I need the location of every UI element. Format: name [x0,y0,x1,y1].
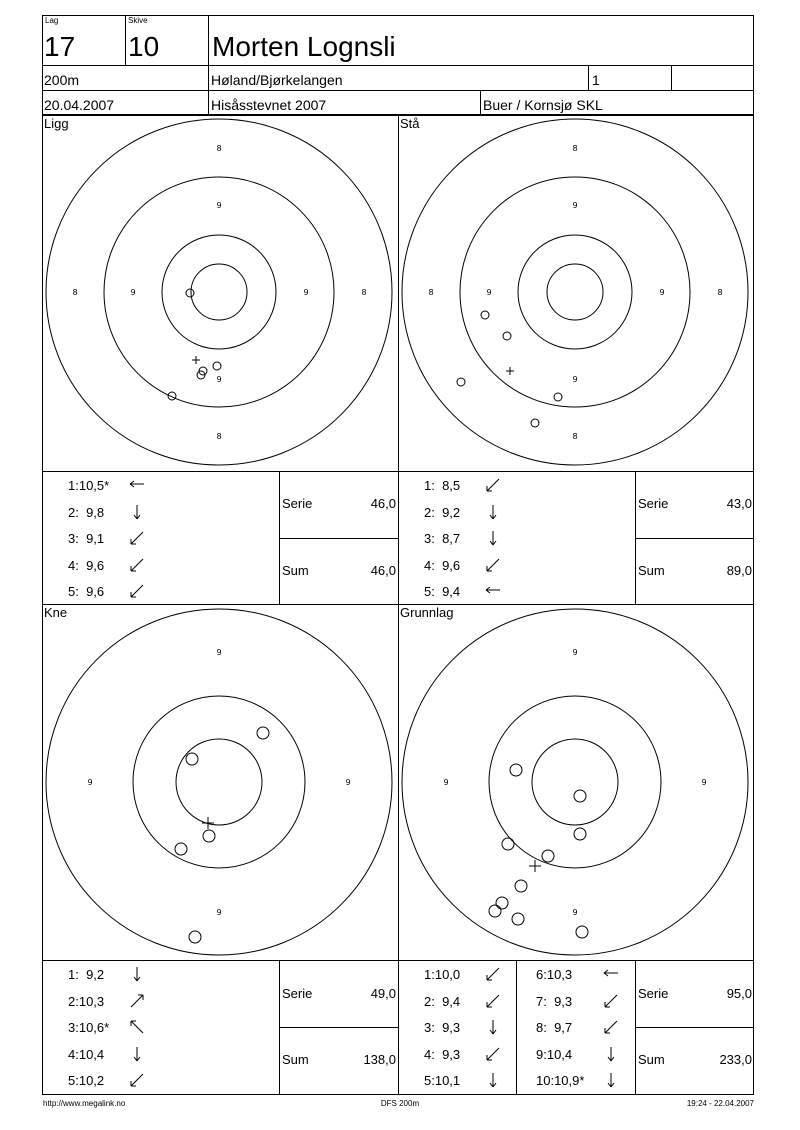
shot-score: 10:10,9* [536,1073,585,1088]
serie-label-sta: Serie [638,496,669,511]
shot-row [516,991,634,1013]
ring-number: 8 [428,288,434,297]
ring-numbers-sta [428,144,722,441]
serie-label-ligg: Serie [282,496,313,511]
panel-title-kne: Kne [44,605,68,620]
sum-label-grunnlag: Sum [638,1052,665,1067]
shot-row [42,475,160,497]
direction-arrow-icon [128,1019,146,1037]
range-name: Buer / Kornsjø SKL [483,97,603,113]
ring-number: 9 [572,201,578,210]
serie-value-ligg: 46,0 [370,496,396,511]
direction-arrow-icon [128,530,146,548]
ring-number: 9 [572,375,578,384]
shot-hole [531,419,539,427]
direction-arrow-icon [128,993,146,1011]
shot-score: 2: 9,4 [424,993,461,1009]
serie-value-sta: 43,0 [726,496,752,511]
ring-number: 9 [486,288,492,297]
mean-point-cross [506,367,514,375]
serie-value-kne: 49,0 [370,986,396,1001]
ring-number: 9 [216,201,222,210]
shot-row [516,1070,634,1092]
distance: 200m [44,72,80,88]
shot-row [42,555,160,577]
shot-hole [576,926,588,938]
shot-hole [554,393,562,401]
shot-row [42,1044,160,1066]
ring-number: 9 [216,375,222,384]
target-kne [46,609,392,955]
shot-hole [574,828,586,840]
shot-score: 1:10,0 [424,967,461,982]
date: 20.04.2007 [44,97,115,113]
ring-number: 9 [87,778,93,787]
ring-number: 9 [216,648,222,657]
shot-hole [496,897,508,909]
shot-row [398,1070,516,1092]
ring-number: 9 [572,648,578,657]
direction-arrow-icon [128,504,146,522]
shot-hole [481,311,489,319]
shot-row [42,991,160,1013]
ring-number: 9 [572,908,578,917]
sum-value-kne: 138,0 [363,1052,396,1067]
shot-row [42,964,160,986]
shot-hole [503,332,511,340]
direction-arrow-icon [484,993,502,1011]
lag-value: 17 [44,31,76,62]
footer-program: DFS 200m [380,1099,420,1108]
shot-row [42,528,160,550]
shot-hole [257,727,269,739]
shot-hole [175,843,187,855]
mean-point-cross [202,817,214,829]
shot-hole [574,790,586,802]
shot-row [42,502,160,524]
shot-hole [510,764,522,776]
shot-score: 5: 9,4 [424,584,461,599]
shot-score: 3: 9,3 [424,1020,461,1035]
direction-arrow-icon [484,557,502,575]
shot-row [398,964,516,986]
shot-row [42,1070,160,1092]
ring-number: 8 [572,144,578,153]
shot-hole [489,905,501,917]
mean-point-cross [529,860,541,872]
shot-score: 3: 8,7 [424,531,461,546]
target-sta [400,116,748,465]
shot-score: 2: 9,8 [68,504,105,520]
lag-label: Lag [45,16,59,25]
shot-score: 8: 9,7 [536,1020,573,1035]
sum-label-ligg: Sum [282,563,309,578]
class: 1 [592,72,600,88]
direction-arrow-icon [128,477,146,495]
skive-value: 10 [128,31,160,62]
direction-arrow-icon [484,504,502,522]
shot-hole [186,289,194,297]
shot-score: 5:10,2 [68,1073,105,1088]
shot-score: 4: 9,3 [424,1046,461,1062]
shot-score: 1: 9,2 [68,967,105,982]
ring-number: 8 [361,288,367,297]
shot-hole [515,880,527,892]
direction-arrow-icon [484,530,502,548]
ring-number: 9 [216,908,222,917]
shot-row [516,1017,634,1039]
shot-hole [203,830,215,842]
shot-hole [189,931,201,943]
shot-score: 4:10,4 [68,1046,105,1062]
shot-row [398,991,516,1013]
shot-row [42,581,160,603]
shot-score: 7: 9,3 [536,993,573,1009]
shot-score: 2: 9,2 [424,504,461,520]
shot-score: 9:10,4 [536,1046,573,1062]
direction-arrow-icon [128,966,146,984]
shot-hole [502,838,514,850]
ring-number: 9 [701,778,707,787]
shot-score: 1:10,5* [68,478,110,493]
direction-arrow-icon [128,1072,146,1090]
shot-hole [186,753,198,765]
shot-hole [213,362,221,370]
direction-arrow-icon [484,966,502,984]
direction-arrow-icon [128,1046,146,1064]
shot-row [398,502,516,524]
direction-arrow-icon [484,583,502,601]
ring-number: 9 [303,288,309,297]
ring-number: 9 [443,778,449,787]
shot-score: 6:10,3 [536,967,573,982]
shot-score: 5:10,1 [424,1073,461,1088]
shot-row [398,555,516,577]
mean-point-cross [192,356,200,364]
shot-row [398,1017,516,1039]
shot-row [516,964,634,986]
shot-row [398,475,516,497]
ring-number: 8 [216,432,222,441]
direction-arrow-icon [602,1046,620,1064]
ring-number: 9 [130,288,136,297]
ring-number: 8 [72,288,78,297]
shot-row [398,581,516,603]
event-name: Hisåsstevnet 2007 [211,97,327,113]
ring-number: 9 [345,778,351,787]
sum-label-kne: Sum [282,1052,309,1067]
direction-arrow-icon [484,1046,502,1064]
shot-score: 2:10,3 [68,993,105,1009]
ring-number: 8 [717,288,723,297]
direction-arrow-icon [602,993,620,1011]
shot-hole [542,850,554,862]
sum-value-grunnlag: 233,0 [719,1052,752,1067]
panel-title-ligg: Ligg [44,116,69,131]
direction-arrow-icon [484,1072,502,1090]
shot-score: 3: 9,1 [68,531,105,546]
shot-score: 5: 9,6 [68,584,105,599]
shot-score: 4: 9,6 [424,557,461,573]
footer-url[interactable]: http://www.megalink.no [43,1099,126,1108]
shooter-name: Morten Lognsli [212,31,396,62]
ring-numbers-grunnlag [443,648,706,917]
shot-row [398,528,516,550]
skive-label: Skive [128,16,148,25]
direction-arrow-icon [128,583,146,601]
sum-label-sta: Sum [638,563,665,578]
direction-arrow-icon [602,1019,620,1037]
shot-row [516,1044,634,1066]
direction-arrow-icon [128,557,146,575]
panel-title-grunnlag: Grunnlag [400,605,454,620]
serie-label-grunnlag: Serie [638,986,669,1001]
ring-number: 8 [216,144,222,153]
target-grunnlag [402,609,748,955]
shot-hole [512,913,524,925]
direction-arrow-icon [484,1019,502,1037]
shot-score: 3:10,6* [68,1020,110,1035]
panel-title-sta: Stå [400,116,420,131]
ring-numbers-kne [87,648,350,917]
sum-value-sta: 89,0 [726,563,752,578]
serie-value-grunnlag: 95,0 [726,986,752,1001]
direction-arrow-icon [602,1072,620,1090]
sum-value-ligg: 46,0 [370,563,396,578]
ring-number: 9 [659,288,665,297]
ring-numbers-ligg [72,144,366,441]
shot-hole [457,378,465,386]
ring-number: 8 [572,432,578,441]
target-ligg [44,116,392,465]
shot-score: 4: 9,6 [68,557,105,573]
direction-arrow-icon [484,477,502,495]
club: Høland/Bjørkelangen [211,72,343,88]
shot-row [42,1017,160,1039]
footer-timestamp: 19:24 - 22.04.2007 [686,1099,754,1108]
shot-score: 1: 8,5 [424,478,461,493]
serie-label-kne: Serie [282,986,313,1001]
shot-row [398,1044,516,1066]
direction-arrow-icon [602,966,620,984]
